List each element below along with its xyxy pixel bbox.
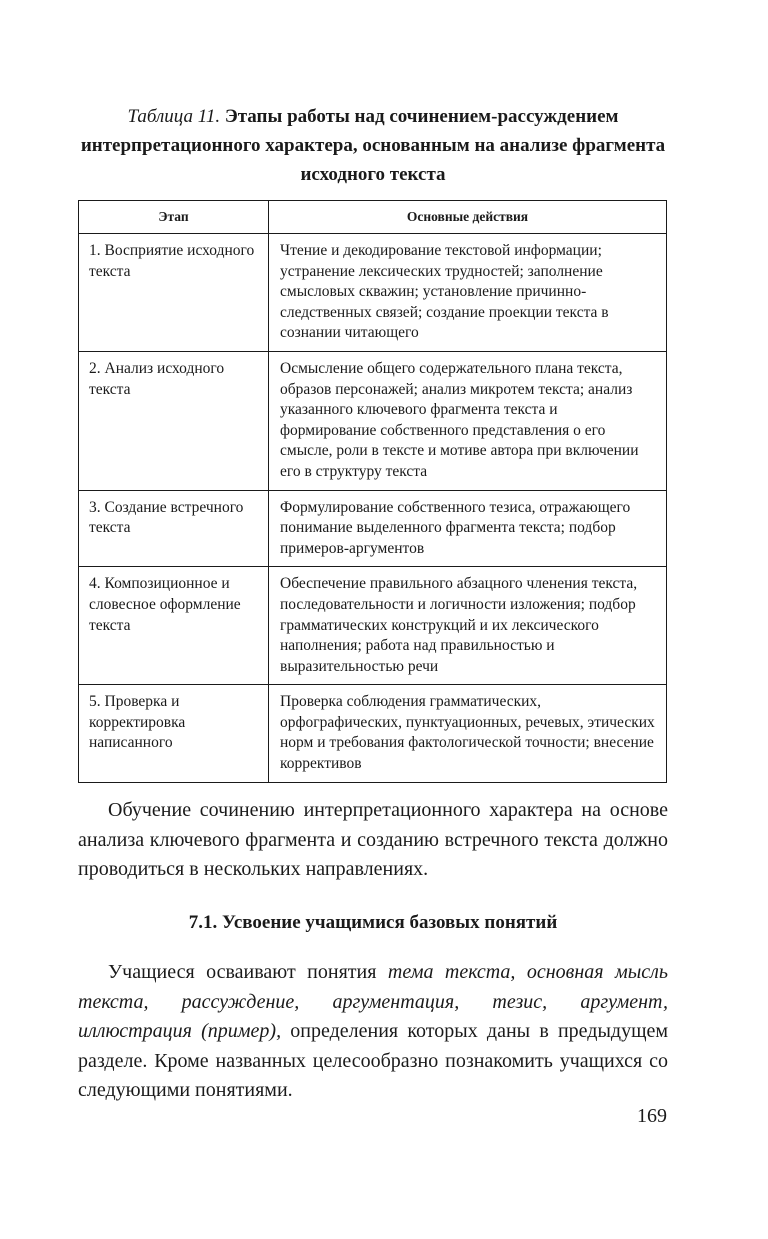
body-paragraph-intro: Обучение сочинению интерпретационного характера на основе анализа ключевого фрагмента и созданию встречного текста должно проводиться в нескольких направлениях.: [78, 799, 668, 880]
stages-table: [78, 200, 667, 783]
table-caption-label: Таблица 11.: [127, 106, 221, 127]
table-row: [79, 567, 667, 685]
table-row: [79, 234, 667, 352]
table-row: [79, 490, 667, 567]
body-paragraph-concepts: [78, 958, 668, 1106]
stage-cell: 4. Композиционное и словесное оформление текста: [79, 567, 269, 685]
paragraph-terms-italic: тема текста, основная мысль текста, рассуждение, аргументация, тезис, аргумент, иллюстрация (пример),: [78, 961, 668, 1042]
column-header-actions: Основные действия: [269, 201, 667, 234]
stage-cell: 1. Восприятие исходного текста: [79, 234, 269, 352]
actions-cell: Проверка соблюдения грамматических, орфографических, пунктуационных, речевых, этических норм и требования фактологической точности; внесение коррективов: [269, 685, 667, 782]
table-caption-title: Этапы работы над сочинением-рассуждением интерпретационного характера, основанным на анализе фрагмента исходного текста: [80, 106, 666, 185]
section-heading: 7.1. Усвоение учащимися базовых понятий: [188, 912, 558, 933]
actions-cell: Формулирование собственного тезиса, отражающего понимание выделенного фрагмента текста; подбор примеров-аргументов: [269, 490, 667, 567]
page-number: 169: [637, 1105, 667, 1127]
table-header-row: [79, 201, 667, 234]
stage-cell: 5. Проверка и корректировка написанного: [79, 685, 269, 782]
column-header-stage: Этап: [79, 201, 269, 234]
stage-cell: 2. Анализ исходного текста: [79, 351, 269, 490]
paragraph-rest-text: определения которых даны в предыдущем разделе. Кроме названных целесообразно познакомить учащихся со следующими понятиями.: [78, 1020, 669, 1101]
table-row: [79, 685, 667, 782]
table-row: [79, 351, 667, 490]
actions-cell: Осмысление общего содержательного плана текста, образов персонажей; анализ микротем текста; анализ указанного ключевого фрагмента текста и формирование собственного представления о его смысле, роли в тексте и мотиве автора при включении его в структуру текста: [269, 351, 667, 490]
table-caption: [78, 102, 668, 189]
actions-cell: Чтение и декодирование текстовой информации; устранение лексических трудностей; заполнение смысловых скважин; установление причинно-следственных связей; создание проекции текста в сознании читающего: [269, 234, 667, 352]
actions-cell: Обеспечение правильного абзацного членения текста, последовательности и логичности изложения; подбор грамматических конструкций и их лексического наполнения; работа над правильностью и выразительностью речи: [269, 567, 667, 685]
paragraph-intro-text: Учащиеся осваивают понятия: [108, 961, 377, 983]
stage-cell: 3. Создание встречного текста: [79, 490, 269, 567]
